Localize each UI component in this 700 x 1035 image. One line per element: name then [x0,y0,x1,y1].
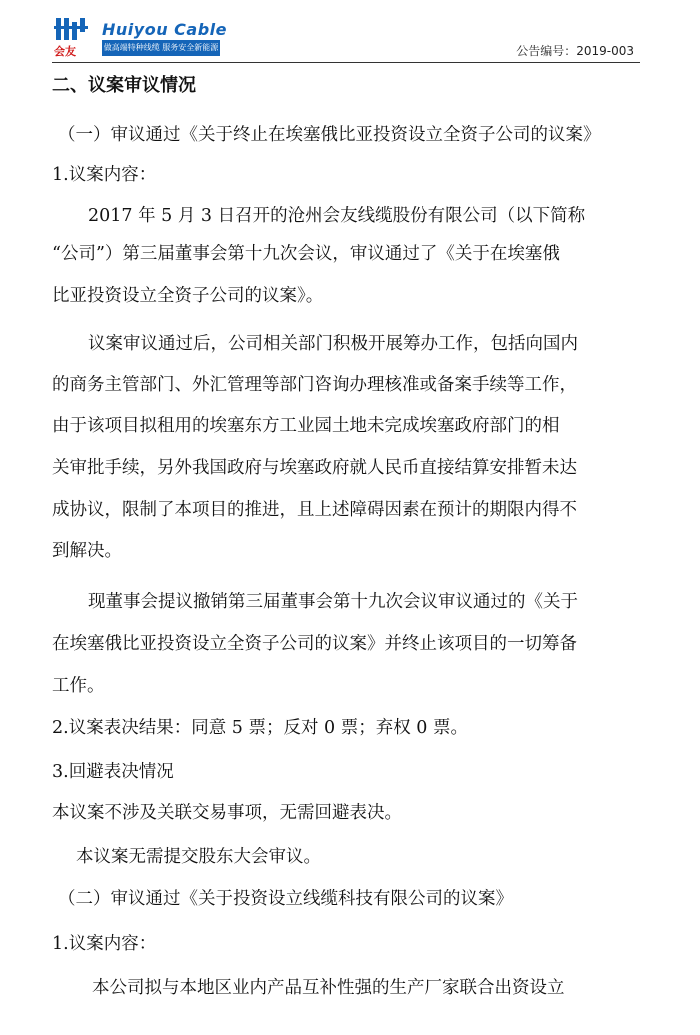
item1-para2-line2: 的商务主管部门、外汇管理等部门咨询办理核准或备案手续等工作， [52,375,577,395]
document-number: 公告编号：2019-003 [516,44,634,58]
item1-title: （一）审议通过《关于终止在埃塞俄比亚投资设立全资子公司的议案》 [58,125,601,145]
brand-text: Huiyou Cable [102,20,227,39]
item2-para1-line1: 本公司拟与本地区业内产品互补性强的生产厂家联合出资设立 [92,978,565,998]
item1-vote-result: 2.议案表决结果：同意 5 票；反对 0 票；弃权 0 票。 [52,718,468,738]
item1-recusal-text: 本议案不涉及关联交易事项，无需回避表决。 [52,803,402,823]
section-title: 二、议案审议情况 [52,75,196,96]
item2-title: （二）审议通过《关于投资设立线缆科技有限公司的议案》 [58,889,513,909]
company-logo [52,16,227,58]
item1-para2-line4: 关审批手续，另外我国政府与埃塞政府就人民币直接结算安排暂未达 [52,458,577,478]
item1-para1-line3: 比亚投资设立全资子公司的议案》。 [52,286,324,306]
item1-content-label: 1.议案内容： [52,165,157,185]
item1-shareholder-text: 本议案无需提交股东大会审议。 [76,847,321,867]
brand-name: 会友 [54,45,76,58]
item1-para1-line2: “公司”）第三届董事会第十九次会议，审议通过了《关于在埃塞俄 [52,244,560,264]
item2-content-label: 1.议案内容： [52,934,157,954]
header-divider [52,62,640,63]
page-header [0,0,700,64]
item1-para2-line6: 到解决。 [52,541,122,561]
item1-recusal-label: 3.回避表决情况 [52,762,174,782]
item1-para3-line2: 在埃塞俄比亚投资设立全资子公司的议案》并终止该项目的一切筹备 [52,634,577,654]
item1-para2-line3: 由于该项目拟租用的埃塞东方工业园土地未完成埃塞政府部门的相 [52,416,560,436]
item1-para2-line1: 议案审议通过后，公司相关部门积极开展筹办工作，包括向国内 [88,334,578,354]
item1-para1-line1: 2017 年 5 月 3 日召开的沧州会友线缆股份有限公司（以下简称 [88,206,586,226]
item1-para3-line1: 现董事会提议撤销第三届董事会第十九次会议审议通过的《关于 [88,592,578,612]
brand-slogan: 做高端特种线缆 服务安全新能源 [102,40,220,56]
item1-para3-line3: 工作。 [52,676,105,696]
item1-para2-line5: 成协议，限制了本项目的推进，且上述障碍因素在预计的期限内得不 [52,500,577,520]
